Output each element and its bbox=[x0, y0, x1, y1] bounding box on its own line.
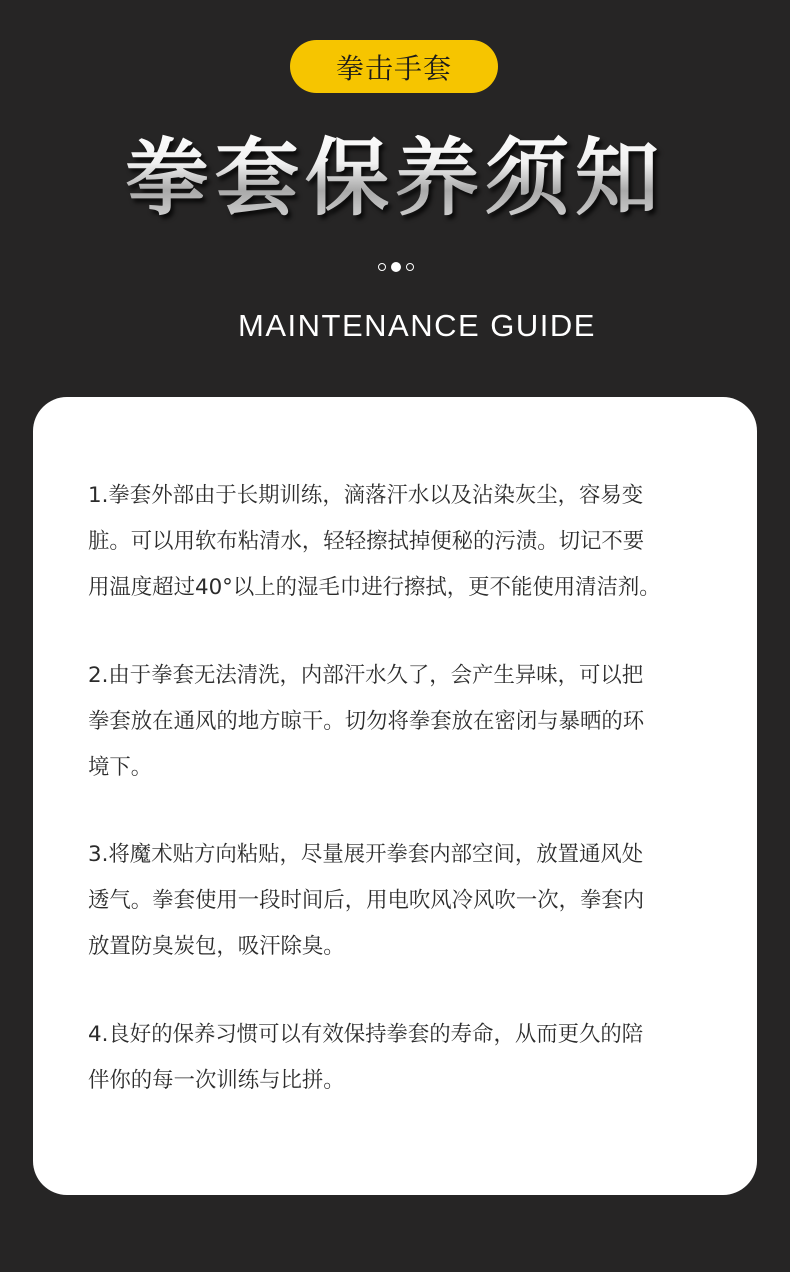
page-title: 拳套保养须知 bbox=[0, 128, 790, 229]
dot-icon bbox=[378, 263, 386, 271]
dot-icon bbox=[406, 263, 414, 271]
decorative-dots bbox=[378, 261, 414, 273]
category-badge-label: 拳击手套 bbox=[335, 51, 452, 85]
guide-item-3: 3.将魔术贴方向粘贴，尽量展开拳套内部空间，放置通风处 透气。拳套使用一段时间后，用电吹风冷风吹一次，拳套内 放置防臭炭包，吸汗除臭。 bbox=[88, 842, 645, 959]
page-subtitle: MAINTENANCE GUIDE bbox=[238, 308, 596, 343]
guide-item-4: 4.良好的保养习惯可以有效保持拳套的寿命，从而更久的陪 伴你的每一次训练与比拼。 bbox=[88, 1022, 644, 1093]
guide-item-1: 1.拳套外部由于长期训练，滴落汗水以及沾染灰尘，容易变 脏。可以用软布粘清水，轻轻擦拭掉便秘的污渍。切记不要 用温度超过40°以上的湿毛巾进行擦拭，更不能使用清洁剂。 bbox=[88, 483, 661, 600]
guide-item-2: 2.由于拳套无法清洗，内部汗水久了，会产生异味，可以把 拳套放在通风的地方晾干。切勿将拳套放在密闭与暴晒的环 境下。 bbox=[88, 663, 645, 780]
dot-filled-icon bbox=[391, 262, 401, 272]
category-badge bbox=[290, 40, 498, 93]
